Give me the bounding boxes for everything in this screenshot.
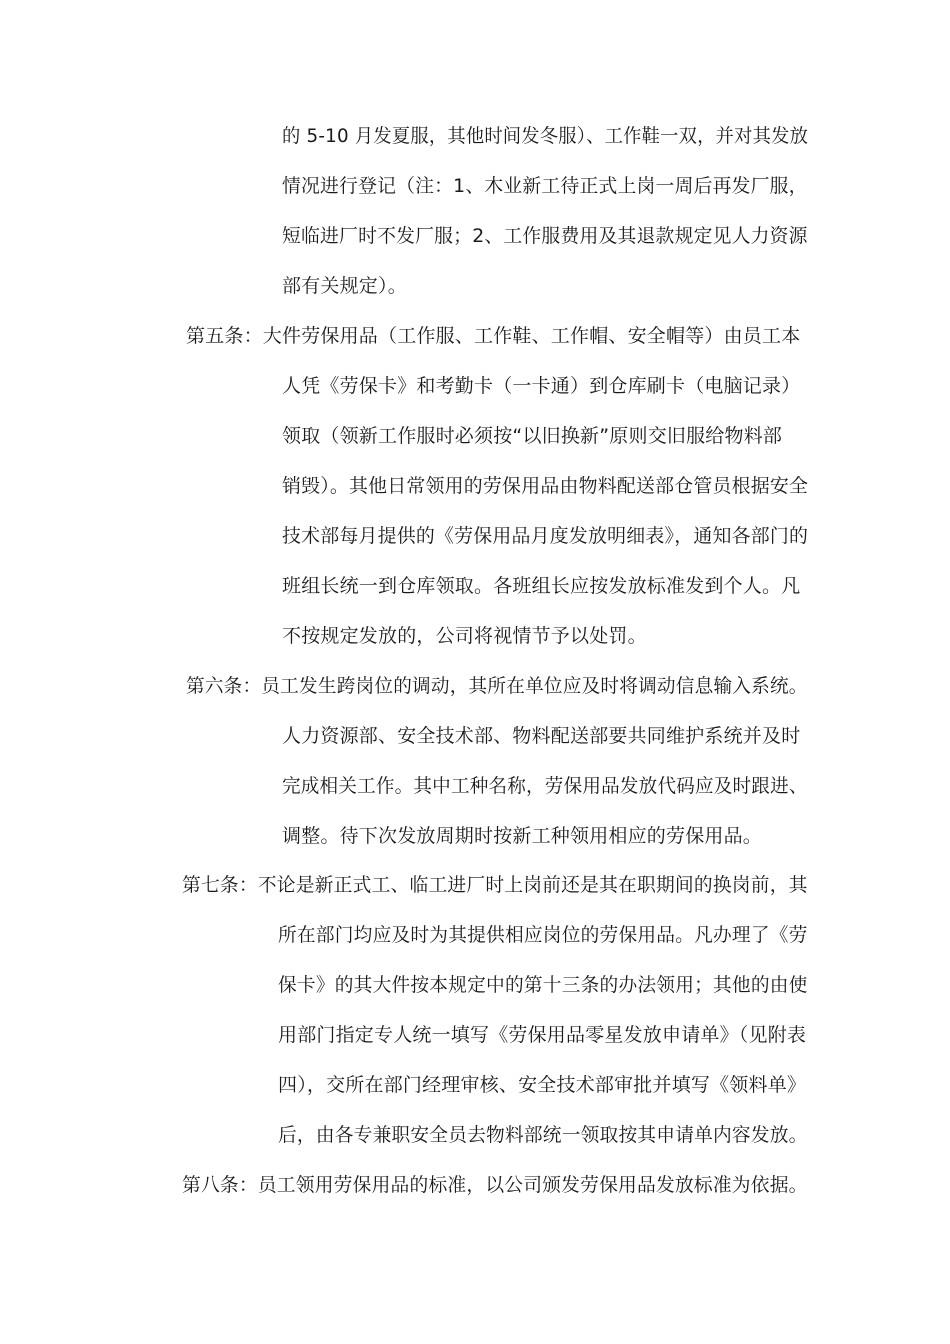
- text-line: 领取（领新工作服时必须按“以旧换新”原则交旧服给物料部: [282, 425, 783, 447]
- text-line: 完成相关工作。其中工种名称，劳保用品发放代码应及时跟进、: [282, 775, 808, 797]
- text-line: 技术部每月提供的《劳保用品月度发放明细表》，通知各部门的: [282, 525, 809, 547]
- text-line: 后，由各专兼职安全员去物料部统一领取按其申请单内容发放。: [278, 1124, 808, 1146]
- article-heading-line: 第八条：员工领用劳保用品的标准，以公司颁发劳保用品发放标准为依据。: [182, 1174, 808, 1196]
- text-line: 调整。待下次发放周期时按新工种领用相应的劳保用品。: [282, 825, 763, 847]
- text-line: 所在部门均应及时为其提供相应岗位的劳保用品。凡办理了《劳: [278, 924, 808, 946]
- text-line: 四），交所在部门经理审核、安全技术部审批并填写《领料单》: [278, 1074, 807, 1096]
- text-line: 短临进厂时不发厂服；2、工作服费用及其退款规定见人力资源: [282, 225, 808, 247]
- text-line: 部有关规定）。: [282, 275, 407, 297]
- text-line: 保卡》的其大件按本规定中的第十三条的办法领用；其他的由使: [278, 974, 808, 996]
- text-line: 的 5-10 月发夏服，其他时间发冬服）、工作鞋一双，并对其发放: [282, 125, 809, 147]
- article-heading-line: 第七条：不论是新正式工、临工进厂时上岗前还是其在职期间的换岗前，其: [182, 874, 808, 896]
- text-line: 人凭《劳保卡》和考勤卡（一卡通）到仓库刷卡（电脑记录）: [282, 375, 801, 397]
- article-heading-line: 第五条：大件劳保用品（工作服、工作鞋、工作帽、安全帽等）由员工本: [186, 325, 801, 347]
- article-heading-line: 第六条：员工发生跨岗位的调动，其所在单位应及时将调动信息输入系统。: [186, 675, 808, 697]
- text-line: 班组长统一到仓库领取。各班组长应按发放标准发到个人。凡: [282, 575, 801, 597]
- text-line: 用部门指定专人统一填写《劳保用品零星发放申请单》（见附表: [278, 1024, 807, 1046]
- text-line: 情况进行登记（注：1、木业新工待正式上岗一周后再发厂服，: [282, 175, 808, 197]
- text-line: 不按规定发放的，公司将视情节予以处罚。: [282, 625, 647, 647]
- text-line: 销毁）。其他日常领用的劳保用品由物料配送部仓管员根据安全: [282, 475, 809, 497]
- text-line: 人力资源部、安全技术部、物料配送部要共同维护系统并及时: [282, 725, 801, 747]
